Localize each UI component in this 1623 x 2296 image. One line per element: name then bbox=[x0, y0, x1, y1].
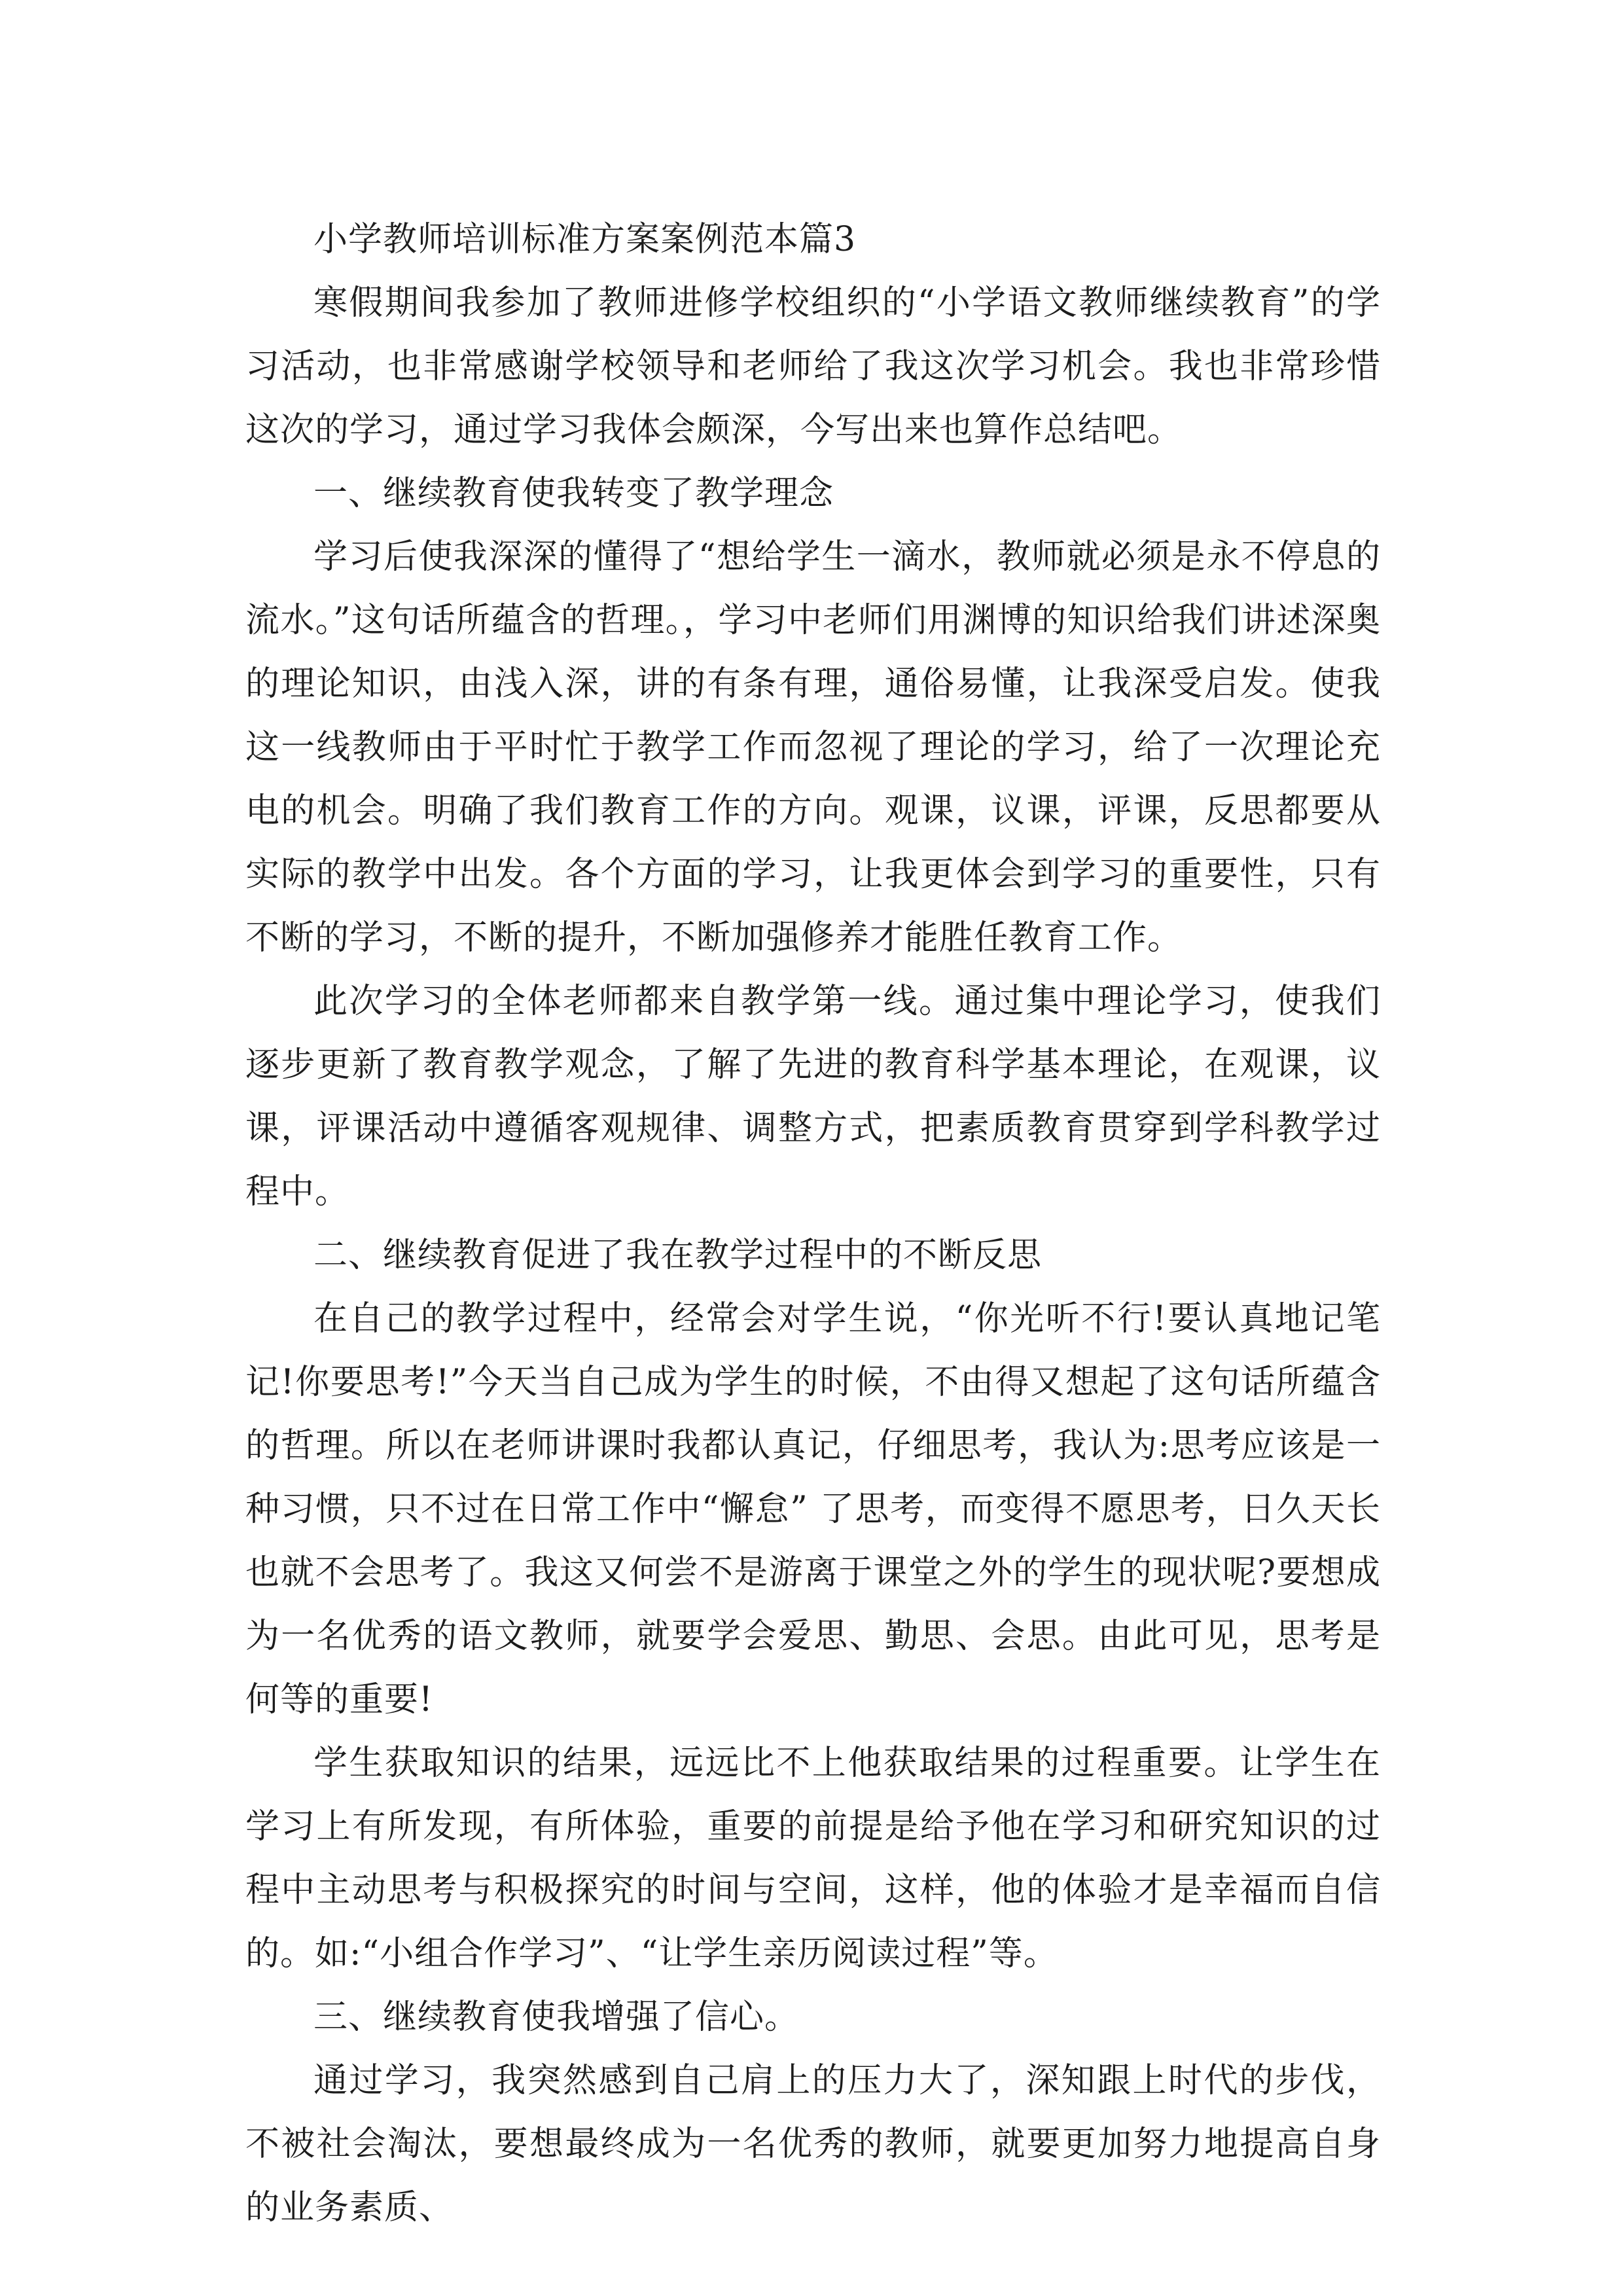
paragraph: 学生获取知识的结果，远远比不上他获取结果的过程重要。让学生在学习上有所发现，有所体验，重要的前提是给予他在学习和研究知识的过程中主动思考与积极探究的时间与空间，这样，他的体验才是幸福而自信的。如:“小组合作学习”、“让学生亲历阅读过程”等。 bbox=[245, 1744, 1381, 1973]
section-heading-2: 二、继续教育促进了我在教学过程中的不断反思 bbox=[313, 1236, 1043, 1275]
paragraph: 在自己的教学过程中，经常会对学生说，“你光听不行!要认真地记笔记!你要思考!”今天当自己成为学生的时候，不由得又想起了这句话所蕴含的哲理。所以在老师讲课时我都认真记，仔细思考，我认为:思考应该是一种习惯，只不过在日常工作中“懈怠” 了思考，而变得不愿思考，日久天长也就不会思考了。我这又何尝不是游离于课堂之外的学生的现状呢?要想成为一名优秀的语文教师，就要学会爱思、勤思、会思。由此可见，思考是何等的重要! bbox=[245, 1299, 1381, 1719]
paragraph: 学习后使我深深的懂得了“想给学生一滴水，教师就必须是永不停息的流水。”这句话所蕴含的哲理。，学习中老师们用渊博的知识给我们讲述深奥的理论知识，由浅入深，讲的有条有理，通俗易懂，让我深受启发。使我这一线教师由于平时忙于教学工作而忽视了理论的学习，给了一次理论充电的机会。明确了我们教育工作的方向。观课，议课，评课，反思都要从实际的教学中出发。各个方面的学习，让我更体会到学习的重要性，只有不断的学习，不断的提升，不断加强修养才能胜任教育工作。 bbox=[245, 537, 1381, 958]
section-heading-1: 一、继续教育使我转变了教学理念 bbox=[313, 474, 834, 513]
document-title: 小学教师培训标准方案案例范本篇3 bbox=[313, 220, 857, 259]
document-body bbox=[245, 208, 1381, 2240]
paragraph-intro: 寒假期间我参加了教师进修学校组织的“小学语文教师继续教育”的学习活动，也非常感谢学校领导和老师给了我这次学习机会。我也非常珍惜这次的学习，通过学习我体会颇深，今写出来也算作总结吧。 bbox=[245, 283, 1381, 450]
paragraph: 通过学习，我突然感到自己肩上的压力大了，深知跟上时代的步伐，不被社会淘汰，要想最终成为一名优秀的教师，就要更加努力地提高自身的业务素质、 bbox=[245, 2061, 1381, 2227]
section-heading-3: 三、继续教育使我增强了信心。 bbox=[313, 1998, 800, 2037]
paragraph: 此次学习的全体老师都来自教学第一线。通过集中理论学习，使我们逐步更新了教育教学观念，了解了先进的教育科学基本理论，在观课，议课，评课活动中遵循客观规律、调整方式，把素质教育贯穿到学科教学过程中。 bbox=[245, 982, 1381, 1211]
